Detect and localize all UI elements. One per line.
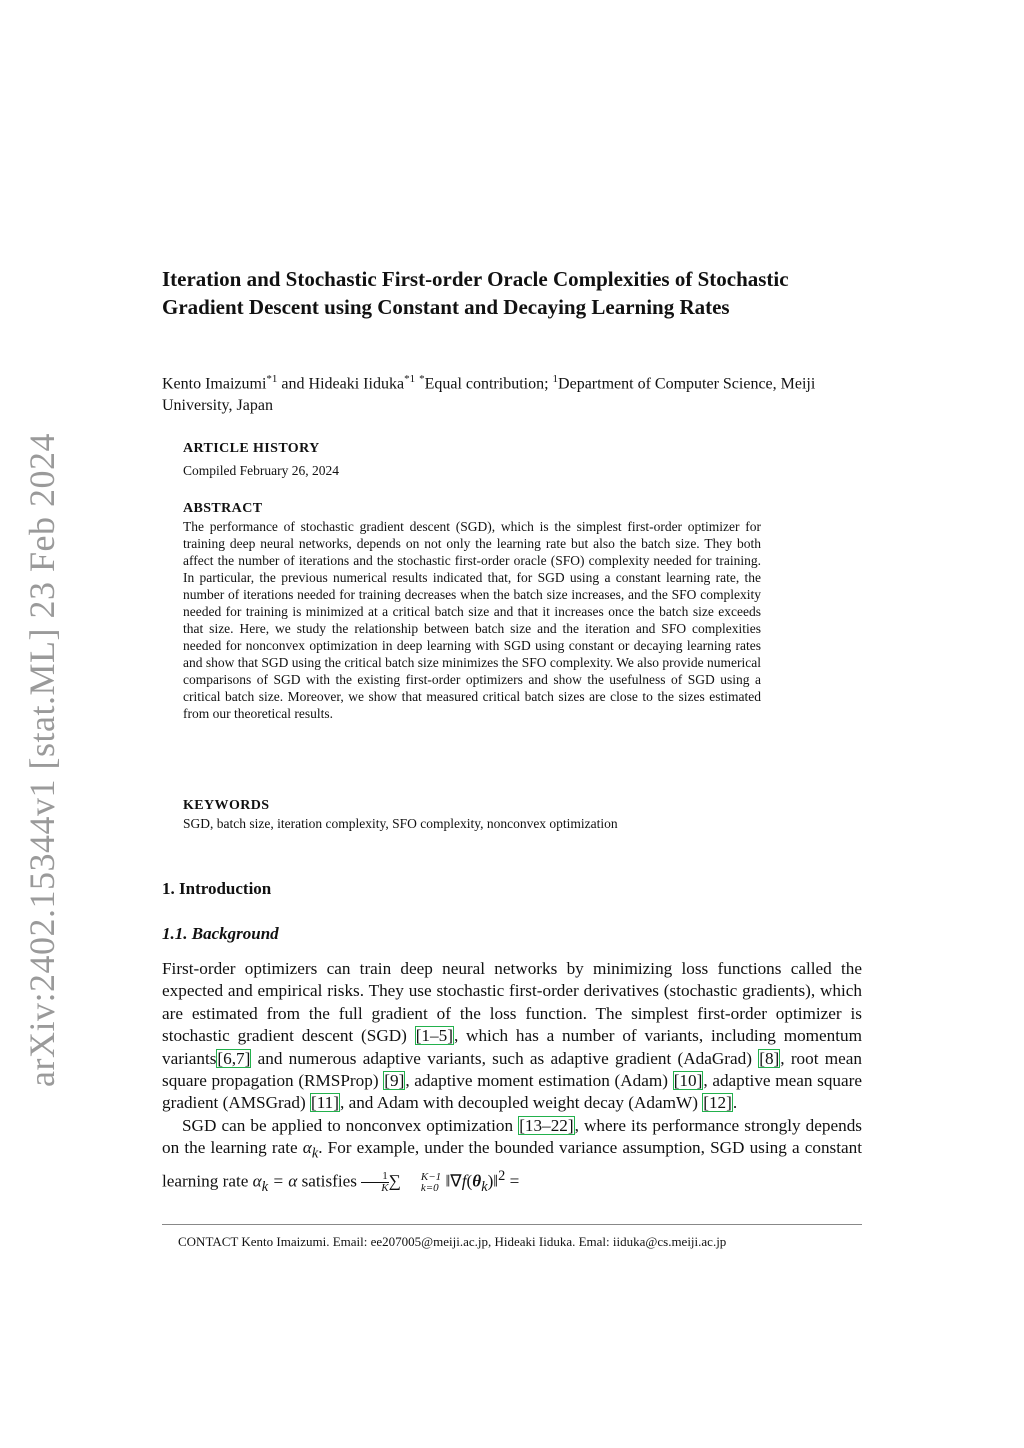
citation-link[interactable]: [12] xyxy=(703,1093,732,1113)
math-paren: ( xyxy=(466,1171,473,1191)
paragraph-text: , which has a number of variants, including momentum variants xyxy=(162,1026,862,1068)
arxiv-id-text: arXiv:2402.15344v1 [stat.ML] 23 Feb 2024 xyxy=(22,433,62,1087)
article-history-heading: ARTICLE HISTORY xyxy=(183,441,320,456)
equal-contribution-note: Equal contribution; xyxy=(424,375,553,393)
compiled-date: Compiled February 26, 2024 xyxy=(183,463,339,478)
keywords xyxy=(183,797,761,832)
paragraph-text: and numerous adaptive variants, such as adaptive gradient (AdaGrad) xyxy=(251,1048,759,1068)
paragraph-text: SGD can be applied to nonconvex optimization xyxy=(182,1115,519,1135)
arxiv-identifier-stamp xyxy=(22,433,62,1087)
paragraph-text: . For example, under the bounded variance assumption, SGD using a constant learning rate xyxy=(162,1138,863,1191)
sum-lower-limit: k=0 xyxy=(420,1181,439,1194)
math-norm: ‖∇ xyxy=(441,1171,462,1191)
citation-link[interactable]: [11] xyxy=(310,1093,339,1113)
math-subscript: k xyxy=(311,1145,319,1162)
author-block xyxy=(162,368,862,417)
paragraph-1 xyxy=(162,958,862,1115)
paragraph-text: , root mean square propagation (RMSProp) xyxy=(162,1048,862,1091)
fraction-numerator: 1 xyxy=(361,1171,388,1183)
author-name-2: Hideaki Iiduka xyxy=(308,375,405,393)
author-separator: and xyxy=(277,375,309,393)
paragraph-text: , and Adam with decoupled weight decay (AdamW) xyxy=(339,1093,703,1113)
body-text xyxy=(162,958,862,1199)
fraction-denominator: K xyxy=(381,1182,389,1195)
paper-title: Iteration and Stochastic First-order Oracle Complexities of Stochastic Gradient Descent using Constant and Decaying Learning Rates xyxy=(162,267,789,319)
math-sum-limits xyxy=(401,1172,441,1194)
article-history xyxy=(183,440,761,479)
sum-upper-limit: K−1 xyxy=(420,1170,442,1183)
citation-link[interactable]: [6,7] xyxy=(217,1048,251,1068)
math-sum: ∑ xyxy=(388,1171,401,1191)
citation-link[interactable]: [8] xyxy=(759,1048,780,1068)
subsection-heading-background: 1.1. Background xyxy=(162,924,279,943)
affiliation: Department of Computer Science, Meiji University, Japan xyxy=(162,375,816,415)
affiliation-marker: 1 xyxy=(552,373,559,385)
contact-footnote: CONTACT Kento Imaizumi. Email: ee207005@meiji.ac.jp, Hideaki Iiduka. Emal: iiduka@cs.meiji.ac.jp xyxy=(178,1234,727,1249)
author-name-1: Kento Imaizumi xyxy=(162,375,267,393)
paragraph-text: satisfies xyxy=(297,1171,362,1191)
keywords-heading: KEYWORDS xyxy=(183,798,270,813)
citation-link[interactable]: [9] xyxy=(384,1071,405,1091)
citation-link[interactable]: [1–5] xyxy=(415,1026,453,1046)
math-alpha: α xyxy=(302,1138,312,1158)
paragraph-text: First-order optimizers can train deep neural networks by minimizing loss functions called the expected and empirical risks. They use stochastic first-order derivatives (stochastic gradients), which are estimated from the full gradient of the loss function. The simplest first-order optimizer is stochastic gradient descent (SGD) xyxy=(162,959,862,1046)
paragraph-text: , adaptive mean square gradient (AMSGrad) xyxy=(162,1071,862,1113)
footnote-divider xyxy=(162,1224,862,1225)
paragraph-2 xyxy=(162,1115,862,1199)
section-heading-introduction: 1. Introduction xyxy=(162,879,272,898)
citation-link[interactable]: [10] xyxy=(673,1071,703,1091)
author-1-marker: *1 xyxy=(266,373,278,385)
math-theta: θ xyxy=(472,1171,482,1191)
equal-contribution-marker: * xyxy=(419,373,425,385)
keywords-text: SGD, batch size, iteration complexity, SFO complexity, nonconvex optimization xyxy=(183,816,618,831)
math-subscript: k xyxy=(481,1179,488,1196)
math-square: 2 xyxy=(498,1168,506,1185)
paragraph-text: , where its performance strongly depends on the learning rate xyxy=(162,1115,862,1158)
abstract-heading: ABSTRACT xyxy=(183,501,263,516)
math-equals: = xyxy=(505,1171,520,1191)
math-alpha: α xyxy=(252,1171,262,1191)
abstract-text: The performance of stochastic gradient descent (SGD), which is the simplest first-order optimizer for training deep neural networks, depends on not only the learning rate but also the batch size. They both affect the number of iterations and the stochastic first-order oracle (SFO) complexity needed for training. In particular, the previous numerical results indicated that, for SGD using a constant learning rate, the number of iterations needed for training decreases when the batch size increases, and the SFO complexity needed for training is minimized at a critical batch size and that it increases once the batch size exceeds that size. Here, we study the relationship between batch size and the iteration and SFO complexities needed for nonconvex optimization in deep learning with SGD using constant or decaying learning rates and show that SGD using the critical batch size minimizes the SFO complexity. We also provide numerical comparisons of SGD with the existing first-order optimizers and show the usefulness of SGD using a critical batch size. Moreover, we show that measured critical batch sizes are close to the sizes estimated from our theoretical results. xyxy=(183,519,761,721)
abstract xyxy=(183,500,761,722)
math-f: f xyxy=(461,1171,467,1191)
math-fraction xyxy=(361,1171,388,1194)
math-equals-alpha: = α xyxy=(268,1171,298,1191)
math-paren: )‖ xyxy=(487,1171,499,1191)
paragraph-text: , adaptive moment estimation (Adam) xyxy=(405,1071,673,1091)
math-subscript: k xyxy=(261,1179,269,1196)
author-2-marker: *1 xyxy=(404,373,416,385)
paragraph-text: . xyxy=(732,1093,738,1113)
citation-link[interactable]: [13–22] xyxy=(519,1115,574,1135)
